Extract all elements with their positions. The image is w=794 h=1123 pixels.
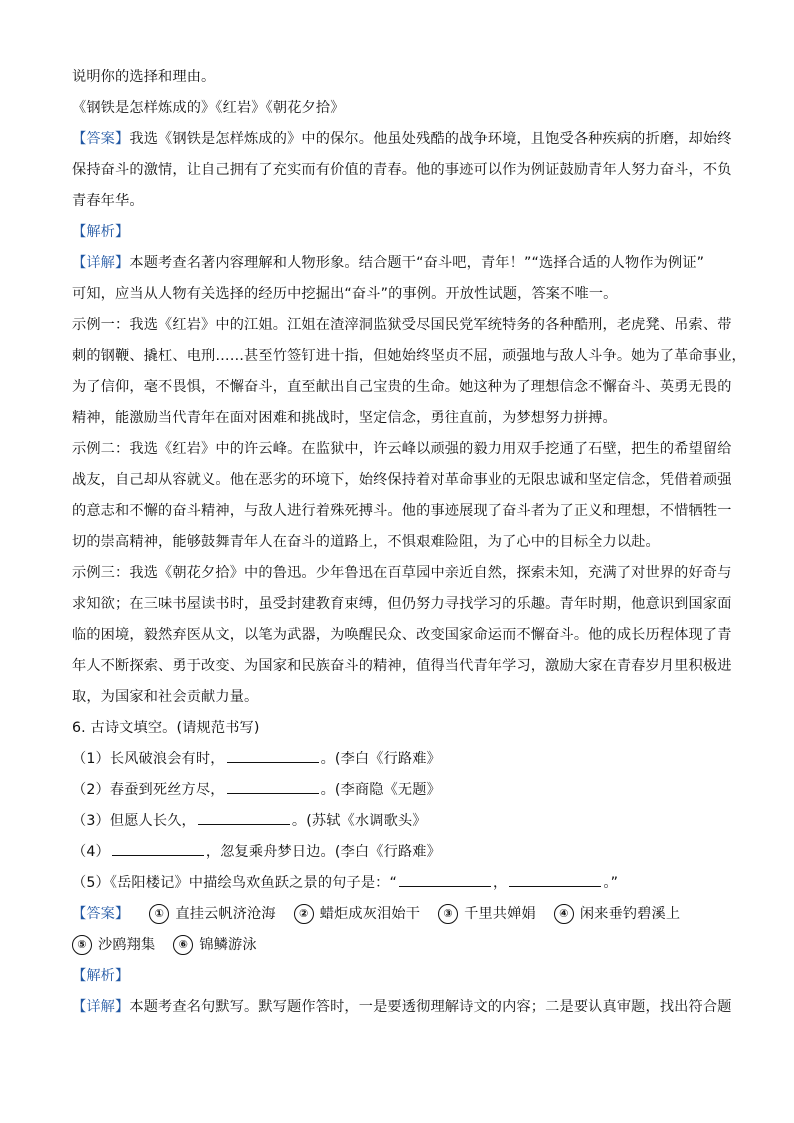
answer-number: ①: [149, 904, 169, 924]
q5-detail-line-6: 精神，能激励当代青年在面对困难和挑战时，坚定信念，勇往直前，为梦想努力拼搏。: [72, 410, 617, 426]
answer-item: ⑤ 沙鸥翔集: [72, 930, 155, 961]
detail-tag: 【详解】: [72, 255, 130, 271]
answer-number: ⑤: [72, 935, 92, 955]
answer-tag: 【答案】: [72, 906, 130, 922]
fill-blank: [198, 810, 290, 825]
analysis-tag: 【解析】: [72, 968, 130, 984]
q6-title: 6. 古诗文填空。(请规范书写): [72, 720, 260, 736]
q5-detail-line-5: 为了信仰，毫不畏惧，不懈奋斗，直至献出自己宝贵的生命。她这种为了理想信念不懈奋斗、英勇无畏的: [72, 379, 732, 395]
analysis-tag: 【解析】: [72, 224, 130, 240]
q5-answer-line-3: 青春年华。: [72, 193, 144, 209]
q5-detail-line-8: 战友，自己却从容就义。他在恶劣的环境下，始终保持着对革命事业的无限忠诚和坚定信念，凭借着顽强: [72, 472, 732, 488]
q5-detail-line-7: 示例二：我选《红岩》中的许云峰。在监狱中，许云峰以顽强的毅力用双手挖通了石壁，把生的希望留给: [72, 441, 732, 457]
answer-number: ④: [554, 904, 574, 924]
q5-detail-line-15: 取，为国家和社会贡献力量。: [72, 689, 259, 705]
q5-detail-line-9: 的意志和不懈的奋斗精神，与敌人进行着殊死搏斗。他的事迹展现了奋斗者为了正义和理想，不惜牺牲一: [72, 503, 732, 519]
q6-item-1: （1）长风破浪会有时， 。(李白《行路难》: [72, 744, 732, 775]
book-list: 《钢铁是怎样炼成的》《红岩》《朝花夕拾》: [72, 100, 345, 116]
fill-blank: [227, 779, 319, 794]
answer-number: ⑥: [173, 935, 193, 955]
q6-item-4: （4） ，忽复乘舟梦日边。(李白《行路难》: [72, 837, 732, 868]
q5-detail-line-12: 求知欲；在三味书屋读书时，虽受封建教育束缚，但仍努力寻找学习的乐趣。青年时期，他意识到国家面: [72, 596, 732, 612]
q5-detail-line-1: 【详解】本题考查名著内容理解和人物形象。结合题干“奋斗吧，青年！”“选择合适的人物作为例证”: [72, 255, 705, 271]
answer-item: ④ 闲来垂钓碧溪上: [554, 899, 680, 930]
answer-tag: 【答案】: [72, 131, 130, 147]
q5-answer-line-2: 保持奋斗的激情，让自己拥有了充实而有价值的青春。他的事迹可以作为例证鼓励青年人努力奋斗，不负: [72, 162, 732, 178]
document-content: [72, 62, 746, 1023]
answer-number: ③: [438, 904, 458, 924]
q6-item-3: （3）但愿人长久， 。(苏轼《水调歌头》: [72, 806, 732, 837]
answer-item: ② 蜡炬成灰泪始干: [294, 899, 420, 930]
answer-item: ① 直挂云帆济沧海: [149, 899, 275, 930]
answer-item: ③ 千里共婵娟: [438, 899, 536, 930]
q5-answer-line-1: 【答案】我选《钢铁是怎样炼成的》中的保尔。他虽处残酷的战争环境，且饱受各种疾病的折磨，却始终: [72, 131, 732, 147]
q5-detail-line-2: 可知，应当从人物有关选择的经历中挖掘出“奋斗”的事例。开放性试题，答案不唯一。: [72, 286, 618, 302]
detail-tag: 【详解】: [72, 999, 130, 1015]
q5-detail-line-3: 示例一：我选《红岩》中的江姐。江姐在渣滓洞监狱受尽国民党军统特务的各种酷刑，老虎凳、吊索、带: [72, 317, 732, 333]
q6-answer-line-1: [72, 899, 732, 930]
fill-blank: [399, 872, 491, 887]
answer-item: ⑥ 锦鳞游泳: [173, 930, 256, 961]
fill-blank: [112, 841, 204, 856]
q6-answer-line-2: [72, 930, 732, 961]
q5-detail-line-13: 临的困境，毅然弃医从文，以笔为武器，为唤醒民众、改变国家命运而不懈奋斗。他的成长历程体现了青: [72, 627, 732, 643]
answer-number: ②: [294, 904, 314, 924]
q6-item-5: （5）《岳阳楼记》中描绘鸟欢鱼跃之景的句子是：“ ， 。”: [72, 868, 732, 899]
q5-detail-line-10: 切的崇高精神，能够鼓舞青年人在奋斗的道路上，不惧艰难险阻，为了心中的目标全力以赴。: [72, 534, 660, 550]
q5-detail-line-11: 示例三：我选《朝花夕拾》中的鲁迅。少年鲁迅在百草园中亲近自然，探索未知，充满了对世界的好奇与: [72, 565, 732, 581]
q5-detail-line-4: 刺的钢鞭、撬杠、电刑……甚至竹签钉进十指，但她始终坚贞不屈，顽强地与敌人斗争。她为了革命事业，: [72, 348, 746, 364]
intro-line: 说明你的选择和理由。: [72, 69, 216, 85]
q6-item-2: （2）春蚕到死丝方尽， 。(李商隐《无题》: [72, 775, 732, 806]
q6-detail-line: 【详解】本题考查名句默写。默写题作答时，一是要透彻理解诗文的内容；二是要认真审题，找出符合题: [72, 999, 732, 1015]
fill-blank: [509, 872, 601, 887]
fill-blank: [227, 748, 319, 763]
q5-detail-line-14: 年人不断探索、勇于改变、为国家和民族奋斗的精神，值得当代青年学习，激励大家在青春岁月里积极进: [72, 658, 732, 674]
